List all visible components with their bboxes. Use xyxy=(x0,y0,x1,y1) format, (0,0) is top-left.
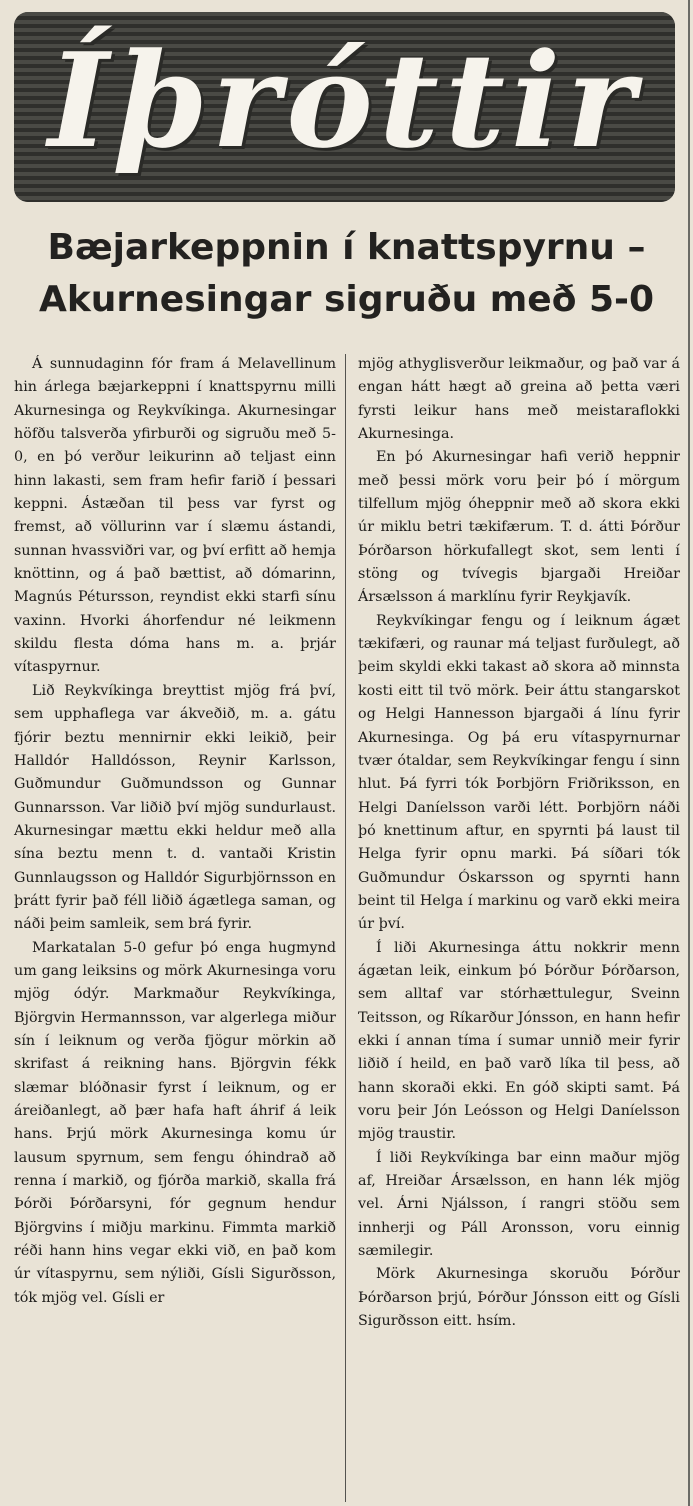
article-paragraph: Í liði Akurnesinga áttu nokkrir menn ágætan leik, einkum þó Þórður Þórðarson, sem alltaf var stórhættulegur, Sveinn Teitsson, og Ríkarður Jónsson, en hann hefir ekki í annan tíma í sumar unnið meir fyrir liðið í heild, en það varð líka til þess, að hann skoraði ekki. En góð skipti samt. Þá voru þeir Jón Leósson og Helgi Daníelsson mjög traustir. xyxy=(358,939,680,1143)
article-paragraph: Í liði Reykvíkinga bar einn maður mjög af, Hreiðar Ársælsson, en hann lék mjög vel. Árni Njálsson, í rangri stöðu sem innherji og Páll Aronsson, voru einnig sæmilegir. xyxy=(358,1149,680,1260)
article-column-right xyxy=(358,353,680,1333)
article-paragraph: Mörk Akurnesinga skoruðu Þórður Þórðarson þrjú, Þórður Jónsson eitt og Gísli Sigurðsson eitt. hsím. xyxy=(358,1266,680,1330)
section-masthead xyxy=(14,12,675,202)
article-paragraph: Reykvíkingar fengu og í leiknum ágæt tækifæri, og raunar má teljast furðulegt, að þeim skyldi ekki takast að skora að minnsta kosti eitt til tvö mörk. Þeir áttu stangarskot og Helgi Hannesson bjargaði á línu fyrir Akurnesinga. Og þá eru vítaspyrnurnar tvær ótaldar, sem Reykvíkingar fengu í sinn hlut. Þá fyrri tók Þorbjörn Friðriksson, en Helgi Daníelsson varði létt. Þorbjörn náði þó knettinum aftur, en spyrnti þá laust til Helga fyrir opnu marki. Þá síðari tók Guðmundur Óskarsson og spyrnti hann beint til Helga í markinu og varð ekki meira úr því. xyxy=(358,612,680,933)
masthead-title: Íþróttir xyxy=(48,24,641,177)
article-paragraph-continued: mjög athyglisverður leikmaður, og það var á engan hátt hægt að greina að þetta væri fyrsti leikur hans með meistaraflokki Akurnesinga. xyxy=(358,356,680,443)
article-headline xyxy=(0,222,693,326)
headline-line-1: Bæjarkeppnin í knattspyrnu – xyxy=(47,227,646,268)
article-paragraph: Lið Reykvíkinga breyttist mjög frá því, sem upphaflega var ákveðið, m. a. gátu fjórir beztu mennirnir ekki leikið, þeir Halldór Halldósson, Reynir Karlsson, Guðmundur Guðmundsson og Gunnar Gunnarsson. Var liðið því mjög sundurlaust. Akurnesingar mættu ekki heldur með alla sína beztu menn t. d. vantaði Kristin Gunnlaugsson og Halldór Sigurbjörnsson en þrátt fyrir það féll liðið ágætlega saman, og náði þeim samleik, sem brá fyrir. xyxy=(14,682,336,933)
article-paragraph: Markatalan 5-0 gefur þó enga hugmynd um gang leiksins og mörk Akurnesinga voru mjög ódýr. Markmaður Reykvíkinga, Björgvin Hermannsson, var algerlega miður sín í leiknum og verða fjögur mörkin að skrifast á reikning hans. Björgvin fékk slæmar blóðnasir fyrst í leiknum, og er áreiðanlegt, að þær hafa haft áhrif á leik hans. Þrjú mörk Akurnesinga komu úr lausum spyrnum, sem fengu óhindrað að renna í markið, og fjórða markið, skalla frá Þórði Þórðarsyni, fór gegnum hendur Björgvins í miðju markinu. Fimmta markið réði hann hins vegar ekki við, en það kom úr vítaspyrnu, sem nýliði, Gísli Sigurðsson, tók mjög vel. Gísli er xyxy=(14,939,336,1306)
headline-line-2: Akurnesingar sigruðu með 5-0 xyxy=(38,279,655,320)
article-paragraph: Á sunnudaginn fór fram á Melavellinum hin árlega bæjarkeppni í knattspyrnu milli Akurnesinga og Reykvíkinga. Akurnesingar höfðu talsverða yfirburði og sigruðu með 5-0, en þó verður leikurinn að teljast einn hinn lakasti, sem fram hefir farið í þessari keppni. Ástæðan til þess var fyrst og fremst, að völlurinn var í slæmu ástandi, sunnan hvassviðri var, og því erfitt að hemja knöttinn, og á það bættist, að dómarinn, Magnús Pétursson, reyndist ekki starfi sínu vaxinn. Hvorki áhorfendur né leikmenn skildu flesta dóma hans m. a. þrjár vítaspyrnur. xyxy=(14,356,336,676)
column-divider xyxy=(345,354,346,1502)
article-paragraph: En þó Akurnesingar hafi verið heppnir með þessi mörk voru þeir þó í mörgum tilfellum mjög óheppnir með að skora ekki úr miklu betri tækifærum. T. d. átti Þórður Þórðarson hörkufallegt skot, sem lenti í stöng og tvívegis bjargaði Hreiðar Ársælsson á marklínu fyrir Reykjavík. xyxy=(358,449,680,606)
article-column-left xyxy=(14,353,336,1310)
